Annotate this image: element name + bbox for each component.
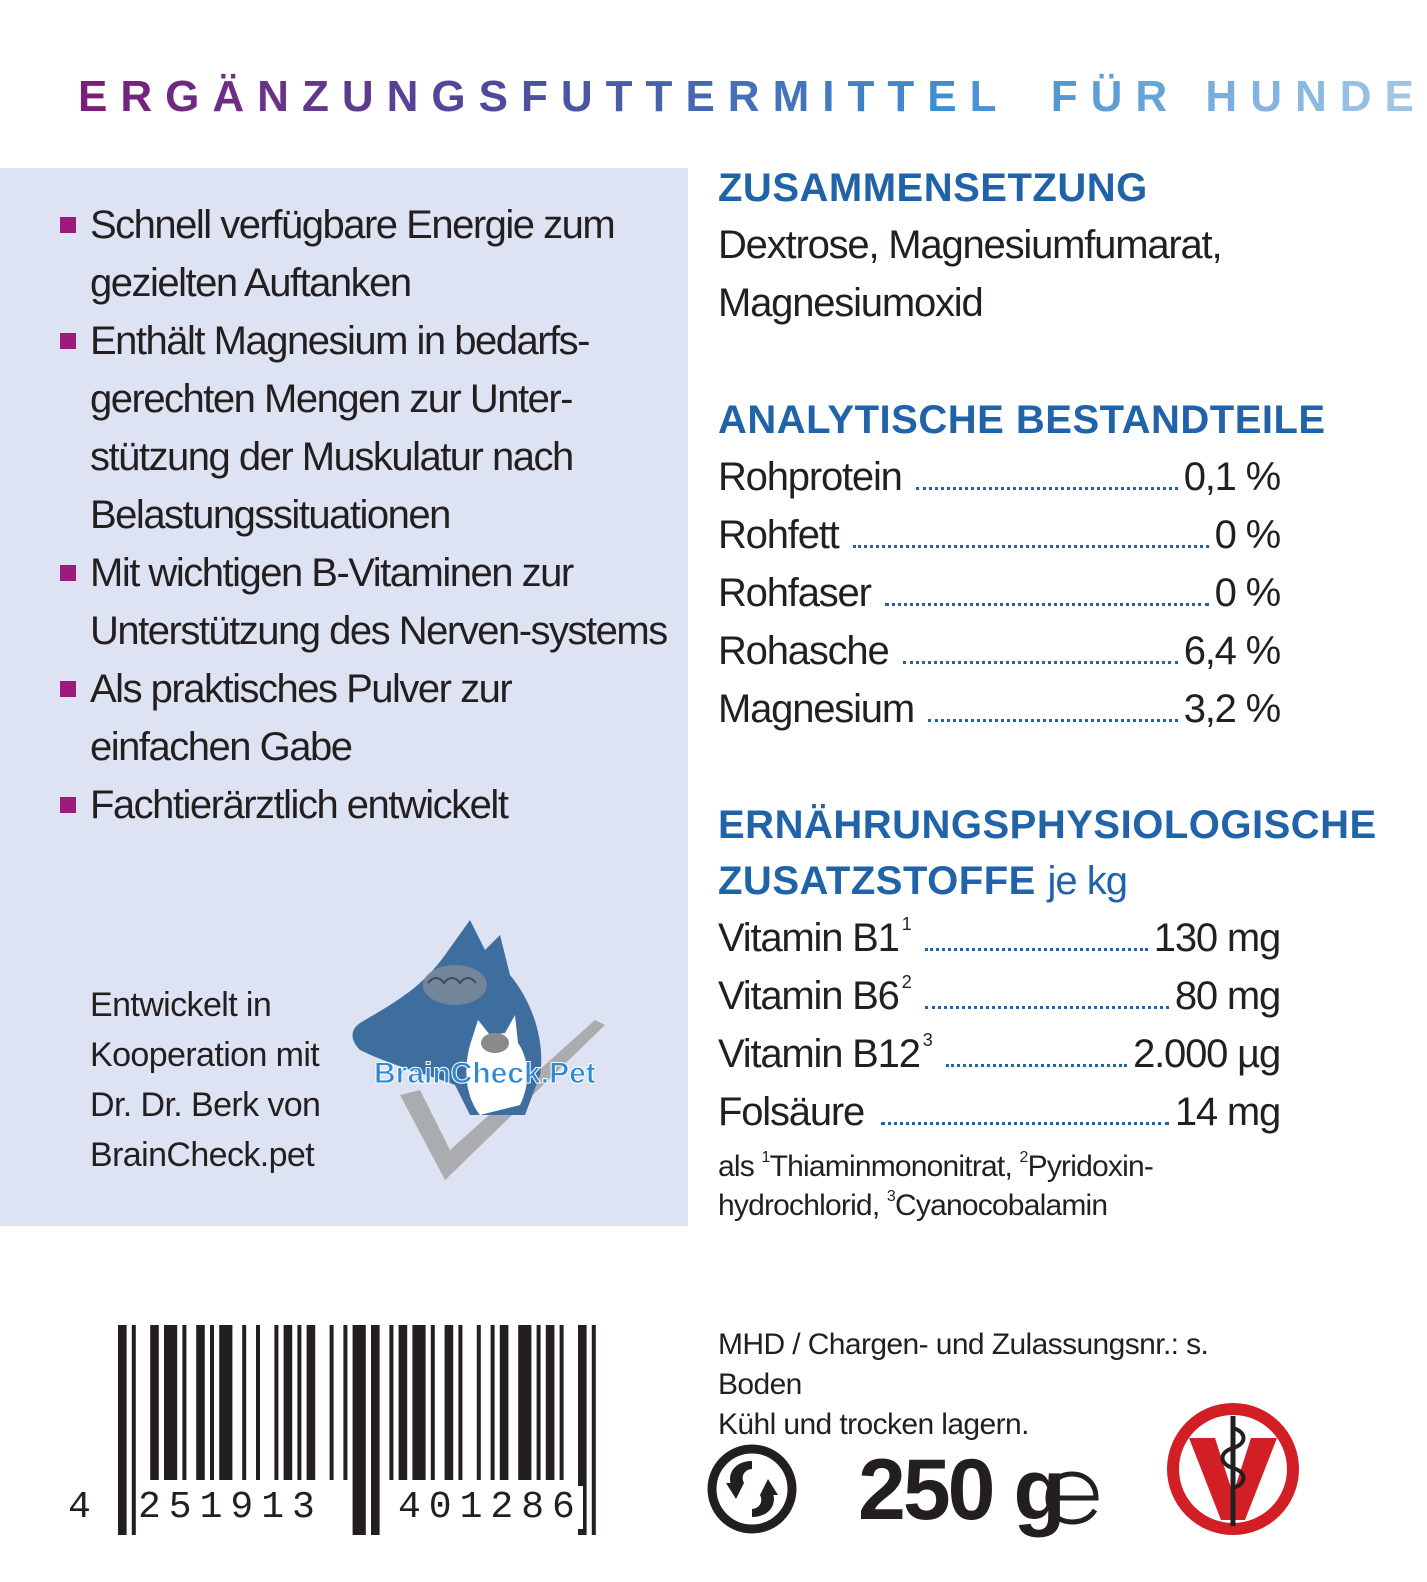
barcode-bar [284, 1325, 293, 1480]
barcode-bar [150, 1325, 159, 1480]
barcode-bar [132, 1325, 136, 1535]
bullet-square-icon [60, 217, 76, 233]
braincheck-logo [350, 915, 670, 1205]
barcode-bar [500, 1325, 509, 1480]
bullet-square-icon [60, 565, 76, 581]
dot-leader [925, 1006, 1169, 1009]
analytical-row: Rohfaser 0 % [718, 571, 1280, 615]
barcode-bar [537, 1325, 541, 1480]
barcode-bar [371, 1325, 380, 1535]
analytical-row: Rohprotein 0,1 % [718, 455, 1280, 499]
barcode-bar [560, 1325, 564, 1480]
barcode-bar [297, 1325, 301, 1480]
additives-heading-line2: ZUSATZSTOFFE je kg [718, 859, 1127, 903]
dot-leader [925, 948, 1148, 951]
additives-footnote: als $^1$Thiaminmononitrat, $^2$Pyridoxin- hydrochlorid, $^3$Cyanocobalamin [718, 1149, 1154, 1222]
benefit-item: Mit wichtigen B-Vitaminen zur Unterstützung des Nerven-systems [60, 544, 680, 660]
barcode-bar [330, 1325, 334, 1480]
barcode-bar [307, 1325, 316, 1480]
barcode-bar [491, 1325, 495, 1480]
composition-heading: ZUSAMMENSETZUNG [718, 166, 1148, 210]
dot-leader [903, 661, 1178, 664]
barcode-bar [445, 1325, 454, 1480]
title-part-2: FÜR HUNDE [1050, 72, 1427, 121]
bullet-square-icon [60, 797, 76, 813]
benefit-item: Fachtierärztlich entwickelt [60, 776, 680, 834]
benefit-item: Schnell verfügbare Energie zum gezielten Auftanken [60, 196, 680, 312]
analytical-row: Rohasche 6,4 % [718, 629, 1280, 673]
dot-leader [946, 1064, 1128, 1067]
benefit-item: Als praktisches Pulver zur einfachen Gabe [60, 660, 680, 776]
barcode-bar [389, 1325, 393, 1480]
analytical-section [718, 392, 1326, 738]
composition-line: Magnesiumoxid [718, 281, 983, 325]
barcode-digits-left: 251913 [138, 1486, 323, 1529]
barcode-bar [219, 1325, 232, 1480]
bullet-square-icon [60, 681, 76, 697]
dot-leader [881, 1122, 1169, 1125]
recycling-icon [706, 1443, 798, 1535]
barcode-bar [353, 1325, 366, 1535]
dot-leader [853, 545, 1209, 548]
additive-row: Vitamin B1 $^1$ 130 mg [718, 914, 1280, 960]
product-category-title [78, 72, 1427, 122]
analytical-heading: ANALYTISCHE BESTANDTEILE [718, 398, 1326, 442]
composition-section [718, 160, 1298, 332]
dot-leader [885, 603, 1209, 606]
barcode-bar [458, 1325, 462, 1480]
additives-section [718, 797, 1377, 1225]
net-weight: 250 g [858, 1442, 1063, 1538]
barcode-bar [256, 1325, 260, 1480]
estimated-sign-icon [1040, 1468, 1104, 1528]
composition-line: Dextrose, Magnesiumfumarat, [718, 223, 1222, 267]
barcode-bar [592, 1325, 596, 1535]
dot-leader [916, 487, 1178, 490]
veterinary-seal-icon [1163, 1398, 1303, 1540]
barcode-bar [182, 1325, 186, 1480]
cooperation-note: Entwickelt in Kooperation mit Dr. Dr. Berk von BrainCheck.pet [90, 986, 321, 1174]
barcode-bar [343, 1325, 347, 1480]
barcode-bar [518, 1325, 531, 1480]
barcode-digits-right: 401286 [398, 1486, 583, 1529]
benefit-item: Enthält Magnesium in bedarfs-gerechten Mengen zur Unter-stützung der Muskulatur nach Belastungssituationen [60, 312, 680, 544]
analytical-row: Magnesium 3,2 % [718, 687, 1280, 731]
barcode-bar [164, 1325, 177, 1480]
additive-row: Vitamin B12 $^3$ 2.000 µg [718, 1030, 1280, 1076]
additive-row: Vitamin B6 $^2$ 80 mg [718, 972, 1280, 1018]
logo-wordmark: BrainCheck.Pet [374, 1057, 596, 1090]
barcode-bar [274, 1325, 278, 1480]
analytical-row: Rohfett 0 % [718, 513, 1280, 557]
barcode-bar [399, 1325, 408, 1480]
barcode-bar [242, 1325, 246, 1480]
barcode-bar [118, 1325, 127, 1535]
barcode-bar [546, 1325, 555, 1480]
dot-leader [928, 719, 1178, 722]
barcode-bar [477, 1325, 481, 1480]
title-part-1: ERGÄNZUNGSFUTTERMITTEL [78, 72, 1010, 121]
barcode-bar [412, 1325, 425, 1480]
benefits-list [60, 196, 680, 834]
barcode-bar [196, 1325, 205, 1480]
barcode-bar [431, 1325, 435, 1480]
additives-heading: ERNÄHRUNGSPHYSIOLOGISCHE [718, 803, 1377, 847]
barcode-first-digit: 4 [68, 1486, 99, 1529]
storage-info: MHD / Chargen- und Zulassungsnr.: s. Boden Kühl und trocken lagern. [718, 1328, 1209, 1441]
barcode-bar [210, 1325, 214, 1480]
bullet-square-icon [60, 333, 76, 349]
additive-row: Folsäure 14 mg [718, 1090, 1280, 1134]
